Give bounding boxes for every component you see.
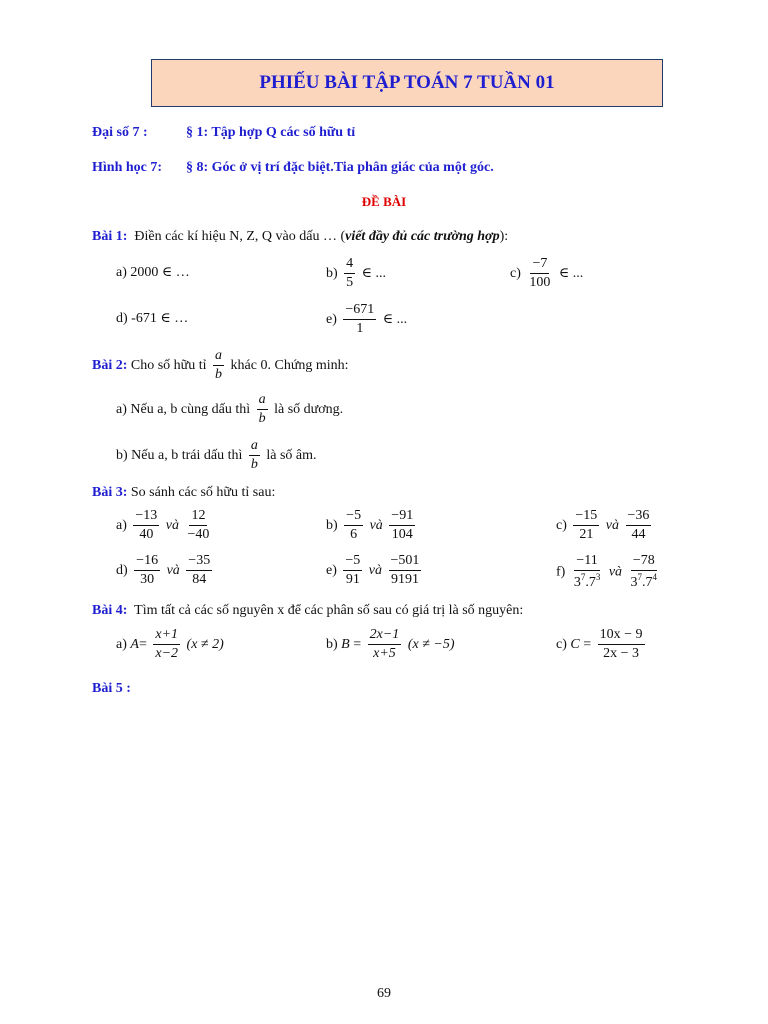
bai1-d-dots: … (174, 311, 189, 326)
equals-sign: = (138, 636, 147, 652)
fraction-denominator: 2x − 3 (603, 646, 640, 662)
fraction-left (134, 553, 160, 588)
bai2-a (116, 392, 343, 427)
and-word: và (369, 517, 383, 533)
bai4-text: Tìm tất cả các số nguyên x để các phân số sau có giá trị là số nguyên: (134, 603, 524, 618)
bai5-label: Bài 5 : (92, 681, 131, 696)
fraction-denominator: 84 (192, 572, 207, 588)
item-prefix: f) (556, 564, 566, 580)
fraction-denominator: 30 (140, 572, 155, 588)
fraction-denominator: 6 (350, 527, 358, 543)
bai3-f (556, 553, 662, 591)
and-word: và (368, 562, 383, 578)
bai2-b-fraction (249, 438, 260, 473)
fraction-numerator: x+1 (153, 627, 180, 645)
and-word: và (605, 517, 620, 533)
and-word: và (166, 562, 180, 578)
bai3-c (556, 508, 654, 543)
item-prefix: b) (326, 517, 338, 533)
variable-name: B (341, 636, 350, 652)
fraction-denominator: b (215, 367, 223, 383)
fraction-right (626, 508, 652, 543)
fraction-numerator: −5 (344, 508, 363, 526)
fraction-right (186, 553, 212, 588)
bai2-label: Bài 2: (92, 357, 128, 373)
section-title: ĐỀ BÀI (361, 194, 407, 209)
fraction (368, 627, 402, 662)
fraction-numerator: −35 (186, 553, 212, 571)
power-exponent: 7 (580, 572, 586, 583)
fraction-numerator: −91 (389, 508, 415, 526)
item-prefix: b) (326, 636, 338, 652)
fraction-denominator: 5 (346, 275, 354, 291)
bai1-a (116, 264, 190, 281)
item-prefix: d) (116, 562, 128, 578)
fraction-right (389, 508, 415, 543)
bai3-a (116, 508, 214, 543)
fraction-numerator: −15 (573, 508, 599, 526)
fraction-left (344, 508, 363, 543)
bai3-text: So sánh các số hữu tỉ sau: (130, 485, 276, 500)
fraction (153, 627, 180, 662)
fraction-numerator: 4 (344, 256, 355, 274)
bai1-c-prefix: c) (510, 265, 521, 281)
item-prefix: c) (556, 636, 567, 652)
bai1-d-prefix: d) -671 ∈ (116, 311, 171, 326)
bai1-text: Điền các kí hiệu N, Z, Q vào dấu … ( (134, 229, 346, 244)
fraction-denominator: 9191 (390, 572, 419, 588)
bai4-c (556, 627, 648, 662)
bai1-b-fraction (344, 256, 355, 291)
bai1-c-fraction (527, 256, 552, 291)
bai3-line (92, 485, 275, 501)
bai2-a-fraction (257, 392, 268, 427)
bai3-label: Bài 3: (92, 485, 128, 500)
algebra-topic: § 1: Tập hợp Q các số hữu tỉ (186, 125, 356, 140)
and-word: và (165, 517, 180, 533)
bai3-e (326, 553, 424, 588)
bai1-b-prefix: b) (326, 265, 338, 281)
fraction-right (629, 553, 660, 591)
fraction-denominator: x+5 (373, 646, 396, 662)
power-base: 3 (573, 575, 581, 591)
bai1-a-prefix: a) 2000 ∈ (116, 265, 173, 280)
bai4-line (92, 603, 523, 619)
bai2-a-before: a) Nếu a, b cùng dấu thì (116, 401, 251, 417)
bai1-c (510, 256, 583, 291)
bai4-label: Bài 4: (92, 603, 128, 618)
bai2-text-after: khác 0. Chứng minh: (230, 357, 349, 373)
fraction-denominator: 104 (391, 527, 413, 543)
variable-name: A (130, 636, 139, 652)
bai3-b (326, 508, 418, 543)
fraction-left (133, 508, 159, 543)
fraction-numerator: −11 (574, 553, 599, 571)
fraction-numerator: −5 (343, 553, 362, 571)
condition: (x ≠ −5) (407, 636, 455, 652)
fraction-denominator: 91 (345, 572, 360, 588)
bai1-e-fraction (343, 302, 376, 337)
bai1-b (326, 256, 386, 291)
fraction-denominator: −40 (187, 527, 210, 543)
fraction-denominator: x−2 (155, 646, 179, 662)
fraction-numerator: 2x−1 (368, 627, 402, 645)
fraction-numerator: 10x − 9 (598, 627, 645, 645)
equals-sign: = (353, 636, 362, 652)
fraction-denominator: 1 (356, 321, 364, 337)
bai2-line (92, 348, 349, 383)
fraction-denominator: 40 (139, 527, 154, 543)
power-exponent: 4 (652, 572, 658, 583)
bai1-a-dots: … (175, 265, 190, 280)
fraction-denominator: 44 (631, 527, 646, 543)
fraction-denominator: b (258, 411, 266, 427)
equals-sign: = (583, 636, 592, 652)
item-prefix: a) (116, 517, 127, 533)
worksheet-title: PHIẾU BÀI TẬP TOÁN 7 TUẦN 01 (259, 72, 555, 93)
fraction (598, 627, 645, 662)
fraction-left (572, 553, 603, 591)
bai1-c-suffix: ∈ ... (558, 265, 584, 281)
fraction-denominator: 21 (579, 527, 594, 543)
item-prefix: e) (326, 562, 337, 578)
bai1-d (116, 310, 188, 327)
fraction-denominator (629, 571, 660, 591)
fraction-right (186, 508, 212, 543)
fraction-left (343, 553, 362, 588)
bai1-e-prefix: e) (326, 311, 337, 327)
header-box (151, 59, 663, 107)
bai1-e (326, 302, 407, 337)
power-base: 3 (630, 575, 638, 591)
bai1-line (92, 229, 508, 245)
power-base: .7 (585, 575, 596, 591)
bai4-b (326, 627, 454, 662)
bai1-label: Bài 1: (92, 229, 128, 244)
bai2-b-after: là số âm. (266, 447, 317, 463)
variable-name: C (570, 636, 580, 652)
fraction-numerator: 12 (189, 508, 207, 526)
fraction-right (389, 553, 422, 588)
power-exponent: 7 (637, 572, 643, 583)
bai2-b-before: b) Nếu a, b trái dấu thì (116, 447, 243, 463)
bai3-d (116, 553, 215, 588)
fraction-numerator: −671 (343, 302, 376, 320)
bai2-text-before: Cho số hữu tỉ (130, 357, 207, 373)
fraction-denominator (572, 571, 603, 591)
fraction-numerator: a (257, 392, 268, 410)
bai4-a (116, 627, 224, 662)
geometry-label: Hình học 7: (92, 160, 163, 175)
bai2-b (116, 438, 317, 473)
page-number: 69 (377, 986, 391, 1001)
geometry-topic: § 8: Góc ở vị trí đặc biệt.Tia phân giác của một góc. (186, 160, 494, 175)
bai2-a-after: là số dương. (274, 401, 344, 417)
fraction-numerator: −13 (133, 508, 159, 526)
algebra-label: Đại số 7 : (92, 125, 148, 140)
power-exponent: 3 (595, 572, 601, 583)
fraction-numerator: −501 (389, 553, 422, 571)
fraction-numerator: a (213, 348, 224, 366)
and-word: và (608, 564, 623, 580)
fraction-denominator: b (250, 457, 258, 473)
bai1-emphasis: viết đầy đủ các trường hợp (345, 229, 500, 244)
item-prefix: c) (556, 517, 567, 533)
fraction-denominator: 100 (529, 275, 551, 291)
fraction-numerator: −78 (631, 553, 657, 571)
bai1-b-suffix: ∈ ... (361, 265, 387, 281)
item-prefix: a) (116, 636, 127, 652)
bai1-text-end: ): (499, 229, 509, 244)
fraction-numerator: a (249, 438, 260, 456)
power-base: .7 (642, 575, 653, 591)
fraction-left (573, 508, 599, 543)
fraction-numerator: −36 (626, 508, 652, 526)
bai1-e-suffix: ∈ ... (382, 311, 408, 327)
fraction-numerator: −16 (134, 553, 160, 571)
bai2-fraction (213, 348, 224, 383)
fraction-numerator: −7 (530, 256, 549, 274)
condition: (x ≠ 2) (186, 636, 224, 652)
